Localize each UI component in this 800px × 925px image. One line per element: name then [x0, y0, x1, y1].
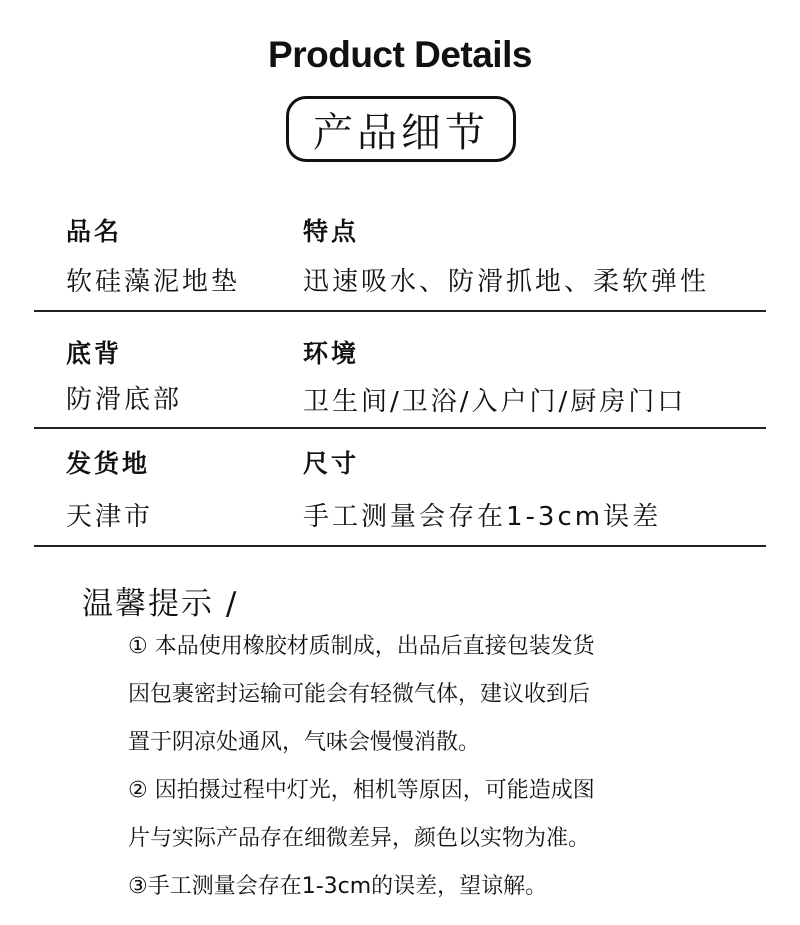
detail-value-name: 软硅藻泥地垫 — [66, 267, 241, 297]
page-title-cn: 产品细节 — [313, 109, 489, 156]
tips-line: ① 本品使用橡胶材质制成，出品后直接包装发货 — [128, 634, 595, 659]
tips-line: 因包裹密封运输可能会有轻微气体，建议收到后 — [128, 682, 591, 707]
detail-label-environment: 环境 — [303, 339, 360, 368]
page-title-en: Product Details — [268, 34, 532, 75]
tips-line: 置于阴凉处通风，气味会慢慢消散。 — [128, 730, 481, 755]
detail-value-size: 手工测量会存在1-3cm误差 — [303, 502, 662, 532]
detail-value-origin: 天津市 — [66, 502, 154, 532]
detail-value-backing: 防滑底部 — [66, 385, 183, 415]
detail-value-environment: 卫生间/卫浴/入户门/厨房门口 — [303, 387, 687, 417]
tips-line: ② 因拍摄过程中灯光，相机等原因，可能造成图 — [128, 778, 595, 803]
page-title-cn-badge — [286, 96, 516, 162]
detail-label-name: 品名 — [66, 217, 123, 246]
row-divider — [34, 545, 766, 547]
tips-line: ③手工测量会存在1-3cm的误差，望谅解。 — [128, 874, 548, 899]
detail-label-size: 尺寸 — [303, 449, 360, 478]
row-divider — [34, 310, 766, 312]
tips-line: 片与实际产品存在细微差异，颜色以实物为准。 — [128, 826, 591, 851]
detail-value-features: 迅速吸水、防滑抓地、柔软弹性 — [303, 267, 710, 297]
detail-label-origin: 发货地 — [66, 449, 151, 478]
row-divider — [34, 427, 766, 429]
tips-list — [128, 623, 768, 911]
detail-label-backing: 底背 — [66, 339, 123, 368]
detail-label-features: 特点 — [303, 217, 360, 246]
tips-title: 温馨提示 / — [82, 586, 239, 622]
